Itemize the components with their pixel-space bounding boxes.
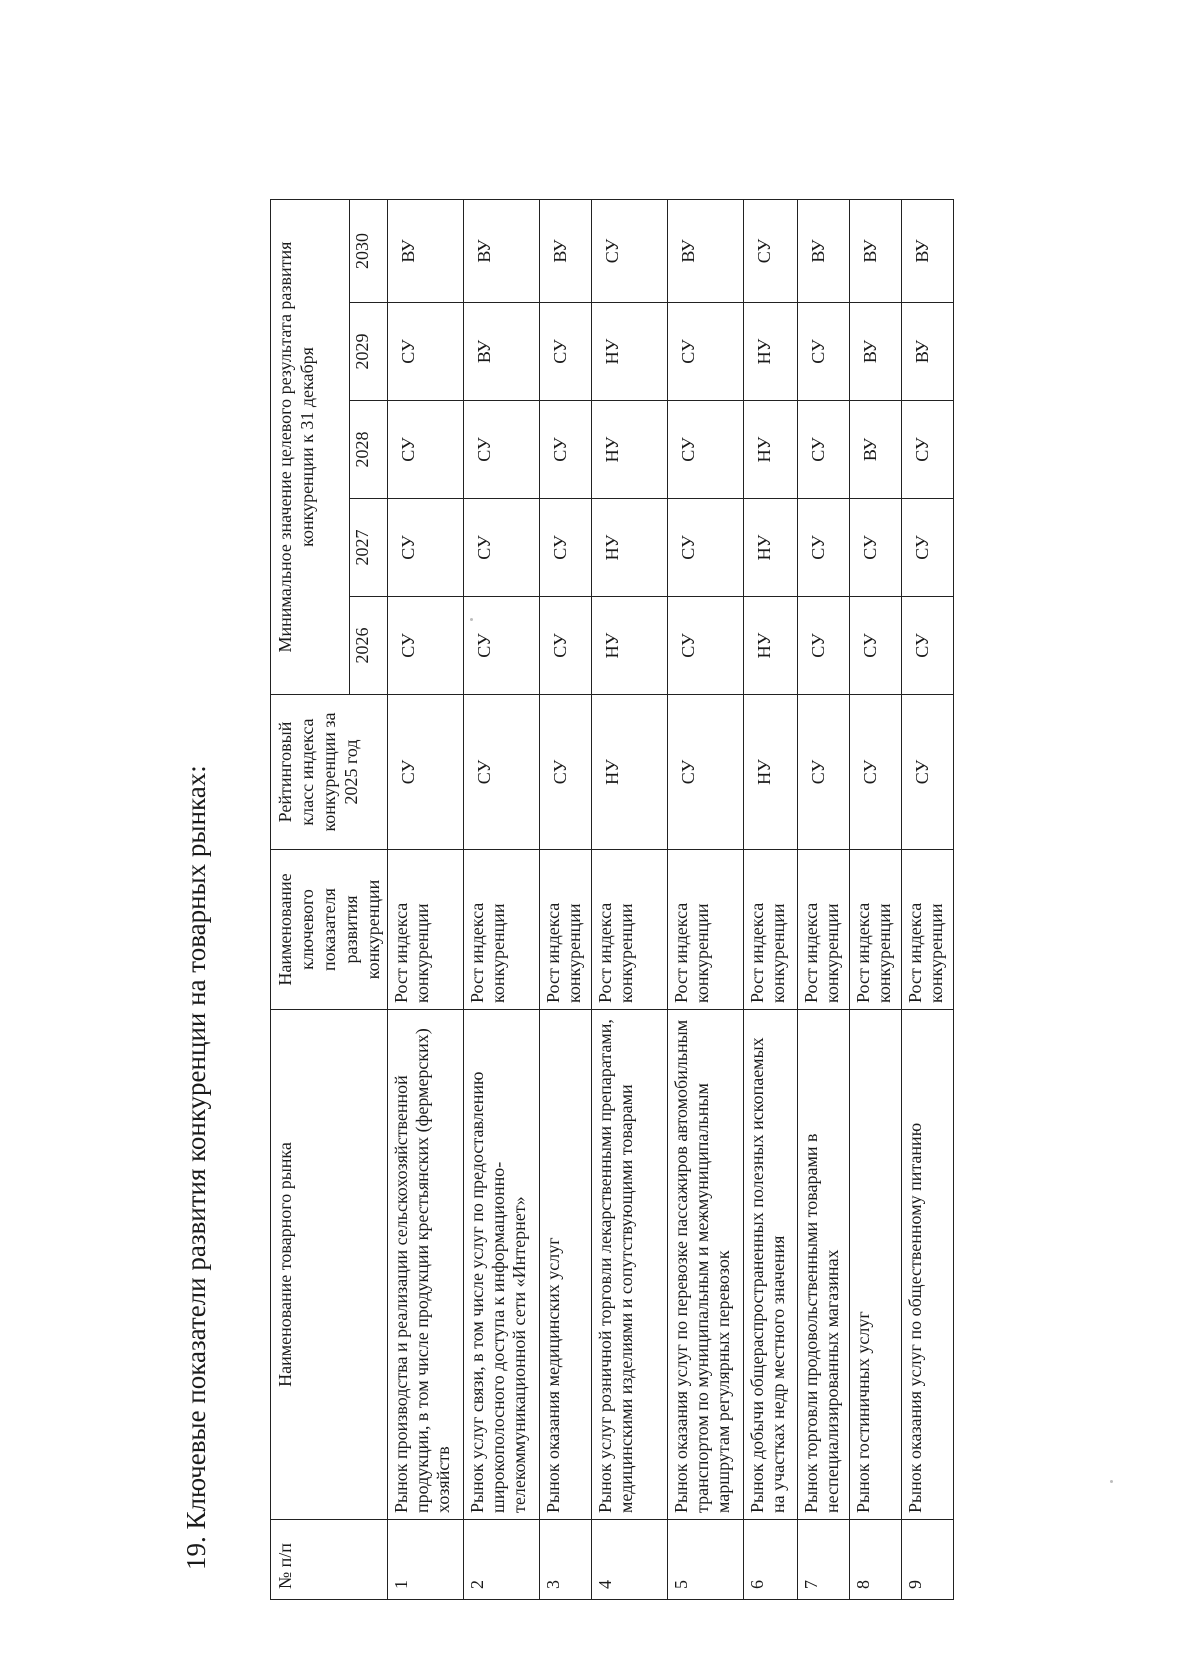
market-name: Рынок производства и реализации сельскохозяйственной продукции, в том числе продукции крестьянских (фермерских) хозяйств [388, 1010, 464, 1520]
header-year: 2028 [349, 401, 388, 499]
target-value: СУ [668, 499, 744, 597]
target-value: ВУ [798, 200, 850, 303]
header-year: 2027 [349, 499, 388, 597]
target-value: СУ [464, 499, 540, 597]
table-row [744, 200, 798, 1600]
row-number: 9 [902, 1520, 954, 1600]
header-market: Наименование товарного рынка [271, 1010, 388, 1520]
target-value: СУ [540, 401, 592, 499]
target-value: ВУ [850, 401, 902, 499]
target-value: ВУ [540, 200, 592, 303]
table-row [798, 200, 850, 1600]
row-number: 1 [388, 1520, 464, 1600]
target-value: СУ [850, 499, 902, 597]
market-name: Рынок торговли продовольственными товарами в неспециализированных магазинах [798, 1010, 850, 1520]
rating-class: СУ [388, 695, 464, 850]
header-number: № п/п [271, 1520, 388, 1600]
target-value: СУ [464, 401, 540, 499]
target-value: ВУ [850, 200, 902, 303]
row-number: 3 [540, 1520, 592, 1600]
target-value: НУ [744, 499, 798, 597]
target-value: СУ [540, 499, 592, 597]
market-name: Рынок оказания медицинских услуг [540, 1010, 592, 1520]
rating-class: СУ [540, 695, 592, 850]
table-row [850, 200, 902, 1600]
target-value: СУ [850, 597, 902, 695]
indicator-name: Рост индекса конкуренции [798, 850, 850, 1010]
table-row [540, 200, 592, 1600]
target-value: ВУ [464, 200, 540, 303]
row-number: 8 [850, 1520, 902, 1600]
indicator-name: Рост индекса конкуренции [388, 850, 464, 1010]
header-row-top [271, 200, 350, 1600]
market-name: Рынок оказания услуг по перевозке пассажиров автомобильным транспортом по муниципальным и межмуниципальным маршрутам регулярных перевозок [668, 1010, 744, 1520]
indicator-name: Рост индекса конкуренции [850, 850, 902, 1010]
target-value: ВУ [850, 303, 902, 401]
indicator-name: Рост индекса конкуренции [668, 850, 744, 1010]
kpi-table-body [388, 200, 954, 1600]
target-value: СУ [798, 597, 850, 695]
table-row [902, 200, 954, 1600]
target-value: СУ [388, 499, 464, 597]
target-value: ВУ [464, 303, 540, 401]
target-value: НУ [744, 597, 798, 695]
indicator-name: Рост индекса конкуренции [464, 850, 540, 1010]
market-name: Рынок гостиничных услуг [850, 1010, 902, 1520]
target-value: СУ [668, 401, 744, 499]
target-value: СУ [540, 303, 592, 401]
target-value: ВУ [668, 200, 744, 303]
row-number: 5 [668, 1520, 744, 1600]
rating-class: НУ [744, 695, 798, 850]
target-value: СУ [388, 597, 464, 695]
table-row [388, 200, 464, 1600]
kpi-table [270, 199, 954, 1600]
target-value: СУ [902, 499, 954, 597]
target-value: СУ [902, 401, 954, 499]
rating-class: СУ [902, 695, 954, 850]
target-value: СУ [388, 401, 464, 499]
target-value: СУ [388, 303, 464, 401]
header-year: 2029 [349, 303, 388, 401]
rating-class: НУ [592, 695, 668, 850]
indicator-name: Рост индекса конкуренции [744, 850, 798, 1010]
row-number: 4 [592, 1520, 668, 1600]
target-value: СУ [798, 401, 850, 499]
target-value: СУ [798, 499, 850, 597]
rotated-page [165, 100, 1200, 1600]
rating-class: СУ [668, 695, 744, 850]
target-value: НУ [592, 499, 668, 597]
header-year: 2026 [349, 597, 388, 695]
indicator-name: Рост индекса конкуренции [902, 850, 954, 1010]
target-value: НУ [592, 303, 668, 401]
row-number: 6 [744, 1520, 798, 1600]
target-value: СУ [668, 597, 744, 695]
target-value: СУ [592, 200, 668, 303]
target-value: НУ [592, 401, 668, 499]
target-value: ВУ [902, 200, 954, 303]
target-value: СУ [464, 597, 540, 695]
target-value: ВУ [388, 200, 464, 303]
target-value: СУ [744, 200, 798, 303]
rating-class: СУ [850, 695, 902, 850]
target-value: СУ [902, 597, 954, 695]
table-row [464, 200, 540, 1600]
header-rating-class: Рейтинговый класс индекса конкуренции за 2025 год [271, 695, 388, 850]
rating-class: СУ [464, 695, 540, 850]
scan-speck [470, 618, 473, 621]
scan-speck [1110, 1480, 1113, 1483]
target-value: ВУ [902, 303, 954, 401]
header-indicator: Наименование ключевого показателя развития конкуренции [271, 850, 388, 1010]
target-value: СУ [668, 303, 744, 401]
page-heading: 19. Ключевые показатели развития конкуренции на товарных рынках: [181, 765, 211, 1570]
target-value: СУ [540, 597, 592, 695]
table-row [668, 200, 744, 1600]
target-value: НУ [592, 597, 668, 695]
indicator-name: Рост индекса конкуренции [540, 850, 592, 1010]
row-number: 7 [798, 1520, 850, 1600]
header-target: Минимальное значение целевого результата развития конкуренции к 31 декабря [271, 200, 350, 695]
market-name: Рынок оказания услуг по общественному питанию [902, 1010, 954, 1520]
market-name: Рынок добычи общераспространенных полезных ископаемых на участках недр местного значения [744, 1010, 798, 1520]
row-number: 2 [464, 1520, 540, 1600]
target-value: НУ [744, 303, 798, 401]
rating-class: СУ [798, 695, 850, 850]
market-name: Рынок услуг связи, в том числе услуг по предоставлению широкополосного доступа к информационно-телекоммуникационной сети «Интернет» [464, 1010, 540, 1520]
market-name: Рынок услуг розничной торговли лекарственными препаратами, медицинскими изделиями и сопутствующими товарами [592, 1010, 668, 1520]
target-value: НУ [744, 401, 798, 499]
target-value: СУ [798, 303, 850, 401]
header-year: 2030 [349, 200, 388, 303]
table-row [592, 200, 668, 1600]
indicator-name: Рост индекса конкуренции [592, 850, 668, 1010]
